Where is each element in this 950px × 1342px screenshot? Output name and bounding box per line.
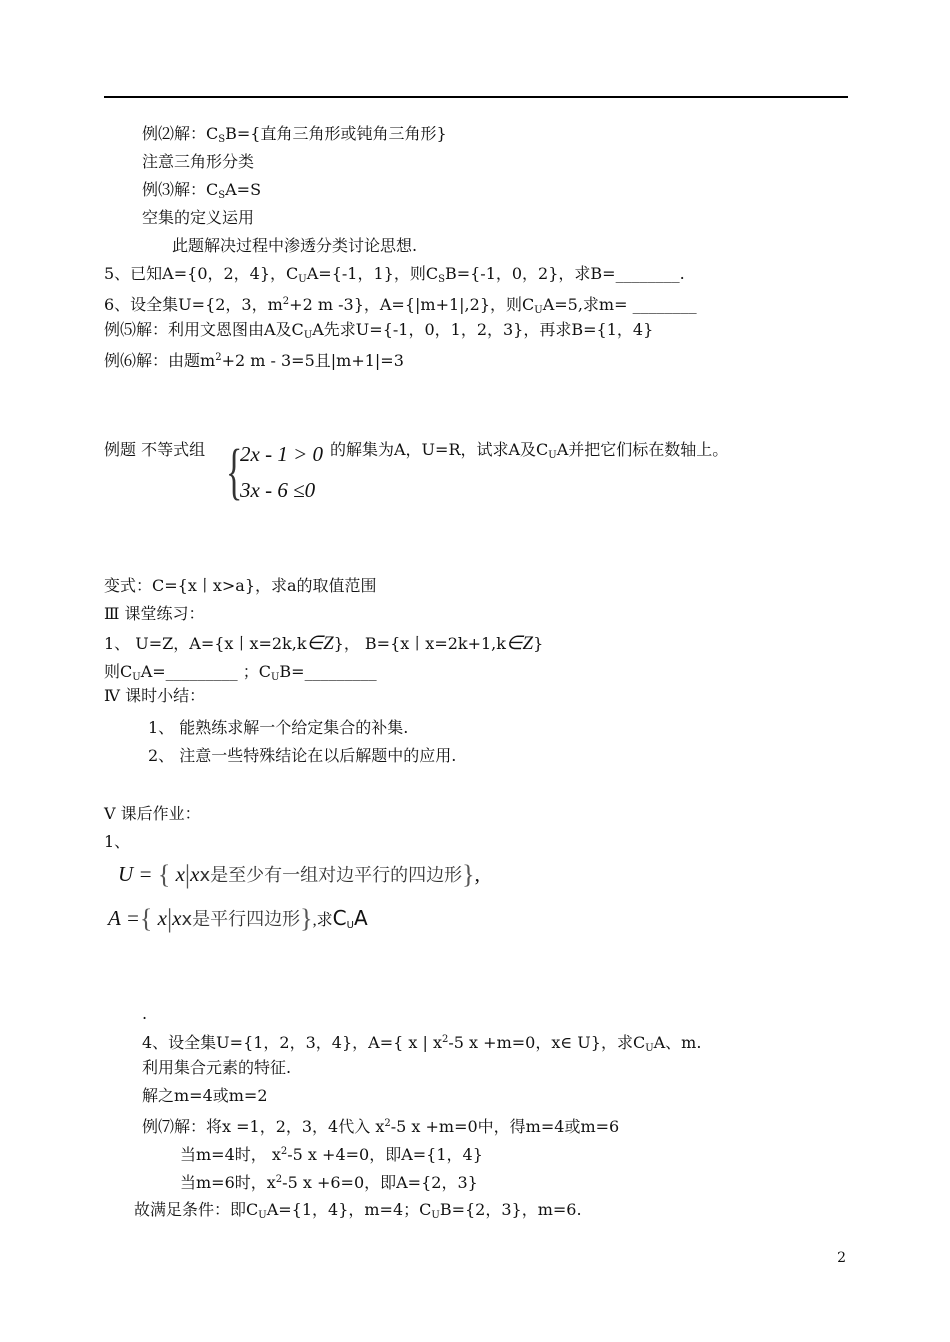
set-u-definition: U = { x|xx是至少有一组对边平行的四边形},: [118, 860, 480, 889]
line-problem-6: 6、设全集U={2，3，$m^2+2$ m -3}，A={|m+1|,2}，则$C_UA=5$,求m= ________: [104, 295, 697, 316]
inequality-1: 2x - 1 > 0: [240, 442, 323, 466]
line-element-feature: 利用集合元素的特征.: [142, 1058, 292, 1077]
line-example-7: 例⑺解：将x =1，2，3，4代入 $x^2-5$ x +m=0中，得m=4或m=6: [142, 1117, 620, 1136]
line-practice-answer: 则$C_UA=\_\_\_\_\_\_\_\_\_$ ；$C_UB=\_\_\_\_\_\_\_\_\_$: [104, 662, 377, 683]
line-example-2: 例⑵解：$C_SB=${直角三角形或钝角三角形}: [142, 124, 447, 145]
line-case-m6: 当m=6时，$x^2-5$ x +6=0，即A={2，3}: [180, 1173, 478, 1192]
line-inequality-intro: 例题 不等式组: [104, 440, 206, 459]
section-homework: Ⅴ 课后作业：: [104, 804, 201, 823]
line-summary-2: 2、 注意一些特殊结论在以后解题中的应用.: [148, 746, 457, 765]
inequality-2: 3x - 6 ≤0: [240, 478, 316, 502]
line-problem-5: 5、已知A={0，2，4}，$C_UA=\{-1$，1}，则$C_SB=\{-1$，0，2}，求B=________.: [104, 264, 685, 285]
set-a-definition: A ={ x|xx是平行四边形},求$C_UA$: [108, 904, 368, 933]
line-empty-set: 空集的定义运用: [142, 208, 255, 227]
line-practice-1: 1、 U=Z，A={x丨x=2k,k∈Z}， B={x丨x=2k+1,k∈Z}: [104, 633, 544, 654]
line-case-m4: 当m=4时， $x^2-5$ x +4=0，即A={1，4}: [180, 1145, 483, 1164]
line-example-3: 例⑶解：$C_SA=S$: [142, 180, 262, 201]
line-classification: 此题解决过程中渗透分类讨论思想.: [172, 236, 418, 255]
line-conclusion: 故满足条件：即$C_UA=\{1$，4}，m=4；$C_UB=\{2$，3}，m=6.: [134, 1200, 582, 1221]
line-note-triangle: 注意三角形分类: [142, 152, 255, 171]
line-variant: 变式：C={x丨x>a}，求a的取值范围: [104, 576, 377, 595]
line-example-5: 例⑸解：利用文恩图由A及$C_UA$先求U={-1，0，1，2，3}，再求B={1，4}: [104, 320, 654, 341]
line-example-6: 例⑹解：由题$m^2+2$ m - 3=5且|m+1|=3: [104, 351, 404, 370]
header-rule: [104, 96, 848, 98]
page-number: 2: [837, 1250, 846, 1266]
section-summary: Ⅳ 课时小结：: [104, 686, 206, 705]
section-practice: Ⅲ 课堂练习：: [104, 604, 205, 623]
line-inequality-rest: 的解集为A，U=R，试求A及$C_UA$并把它们标在数轴上。: [330, 440, 729, 461]
line-dot: .: [142, 1004, 148, 1023]
line-solution: 解之m=4或m=2: [142, 1086, 268, 1105]
line-homework-1: 1、: [104, 832, 131, 851]
inequality-brace: {: [226, 438, 243, 506]
line-problem-4: 4、设全集U={1，2，3，4}，A={ x | $x^2-5$ x +m=0，x∈ U}，求$C_UA$、m.: [142, 1033, 702, 1054]
line-summary-1: 1、 能熟练求解一个给定集合的补集.: [148, 718, 409, 737]
